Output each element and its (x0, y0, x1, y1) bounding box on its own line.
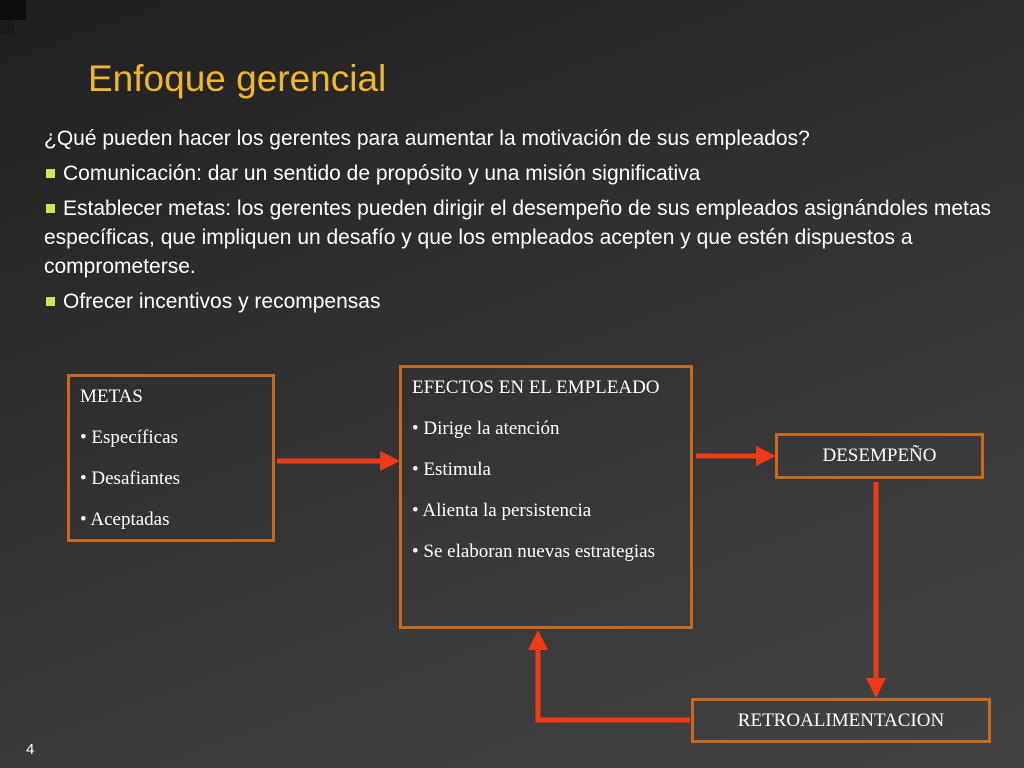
page-number: 4 (26, 741, 35, 758)
efectos-item: • Se elaboran nuevas estrategias (412, 541, 656, 562)
arrow-retro-to-efectos (538, 638, 690, 720)
metas-heading: METAS (80, 386, 143, 407)
metas-item: • Desafiantes (80, 468, 181, 489)
metas-box (67, 374, 275, 542)
efectos-box (399, 365, 693, 629)
bullet-text: Comunicación: dar un sentido de propósito y una misión significativa (63, 162, 701, 185)
bullet-text: Establecer metas: los gerentes pueden dirigir el desempeño de sus empleados asignándoles metas específicas, que impliquen un desafío y que los empleados acepten y que estén dispuestos a comprometerse. (44, 197, 992, 278)
retroalimentacion-box: RETROALIMENTACION (691, 698, 991, 743)
efectos-item: • Dirige la atención (412, 418, 560, 439)
efectos-heading: EFECTOS EN EL EMPLEADO (412, 377, 660, 398)
metas-item: • Específicas (80, 427, 178, 448)
question-text: ¿Qué pueden hacer los gerentes para aumentar la motivación de sus empleados? (44, 127, 810, 150)
slide-title: Enfoque gerencial (88, 58, 387, 99)
desempeno-box: DESEMPEÑO (775, 433, 984, 479)
metas-item: • Aceptadas (80, 509, 170, 530)
efectos-item: • Alienta la persistencia (412, 500, 592, 521)
efectos-item: • Estimula (412, 459, 491, 480)
bullet-text: Ofrecer incentivos y recompensas (63, 290, 381, 313)
